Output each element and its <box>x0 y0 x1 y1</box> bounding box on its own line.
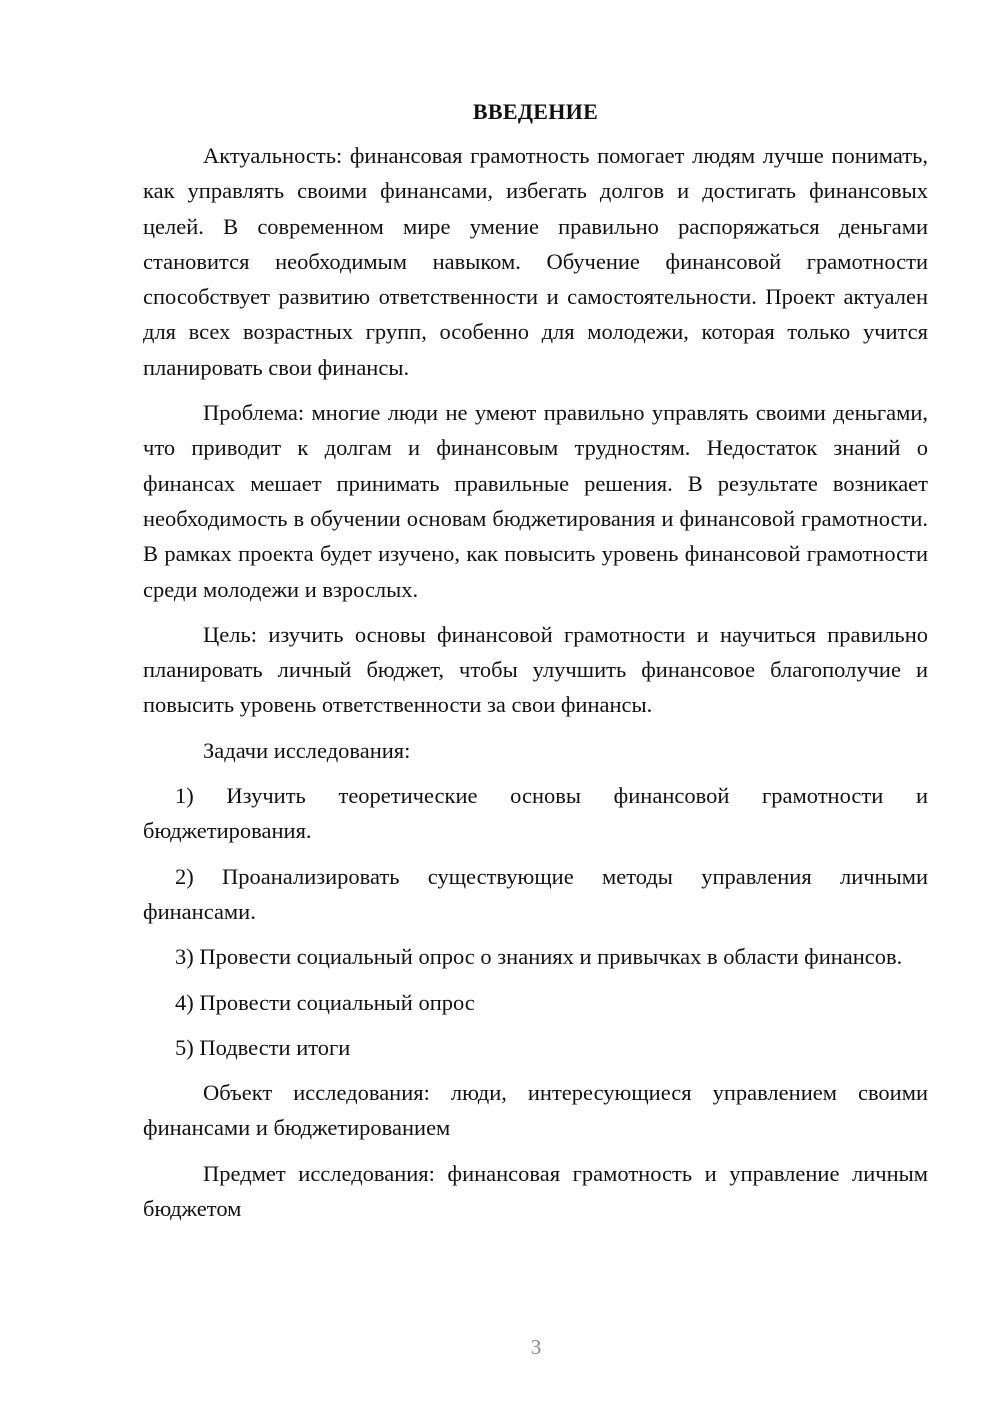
page-number: 3 <box>530 1335 542 1359</box>
relevance-paragraph: Актуальность: финансовая грамотность помогает людям лучше понимать, как управлять своими финансами, избегать долгов и достигать финансовых целей. В современном мире умение правильно распоряжаться деньгами становится необходимым навыком. Обучение финансовой грамотности способствует развитию ответственности и самостоятельности. Проект актуален для всех возрастных групп, особенно для молодежи, которая только учится планировать свои финансы. <box>143 143 928 380</box>
task-item-5: 5) Подвести итоги <box>175 1034 351 1060</box>
subject-paragraph: Предмет исследования: финансовая грамотность и управление личным бюджетом <box>143 1160 928 1222</box>
task-item-1: 1) Изучить теоретические основы финансовой грамотности и бюджетирования. <box>143 783 928 844</box>
object-paragraph: Объект исследования: люди, интересующиеся управлением своими финансами и бюджетированием <box>143 1080 928 1141</box>
task-item-4: 4) Провести социальный опрос <box>175 989 475 1015</box>
tasks-list <box>143 778 928 1065</box>
page-content <box>143 97 928 1236</box>
task-item-2: 2) Проанализировать существующие методы управления личными финансами. <box>143 863 928 924</box>
task-item-3: 3) Провести социальный опрос о знаниях и привычках в области финансов. <box>175 944 903 970</box>
problem-paragraph: Проблема: многие люди не умеют правильно управлять своими деньгами, что приводит к долгам и финансовым трудностям. Недостаток знаний о финансах мешает принимать правильные решения. В результате возникает необходимость в обучении основам бюджетирования и финансовой грамотности. В рамках проекта будет изучено, как повысить уровень финансовой грамотности среди молодежи и взрослых. <box>143 400 928 602</box>
section-title: ВВЕДЕНИЕ <box>472 99 599 124</box>
tasks-label: Задачи исследования: <box>203 737 411 763</box>
goal-paragraph: Цель: изучить основы финансовой грамотности и научиться правильно планировать личный бюджет, чтобы улучшить финансовое благополучие и повысить уровень ответственности за свои финансы. <box>143 621 928 718</box>
